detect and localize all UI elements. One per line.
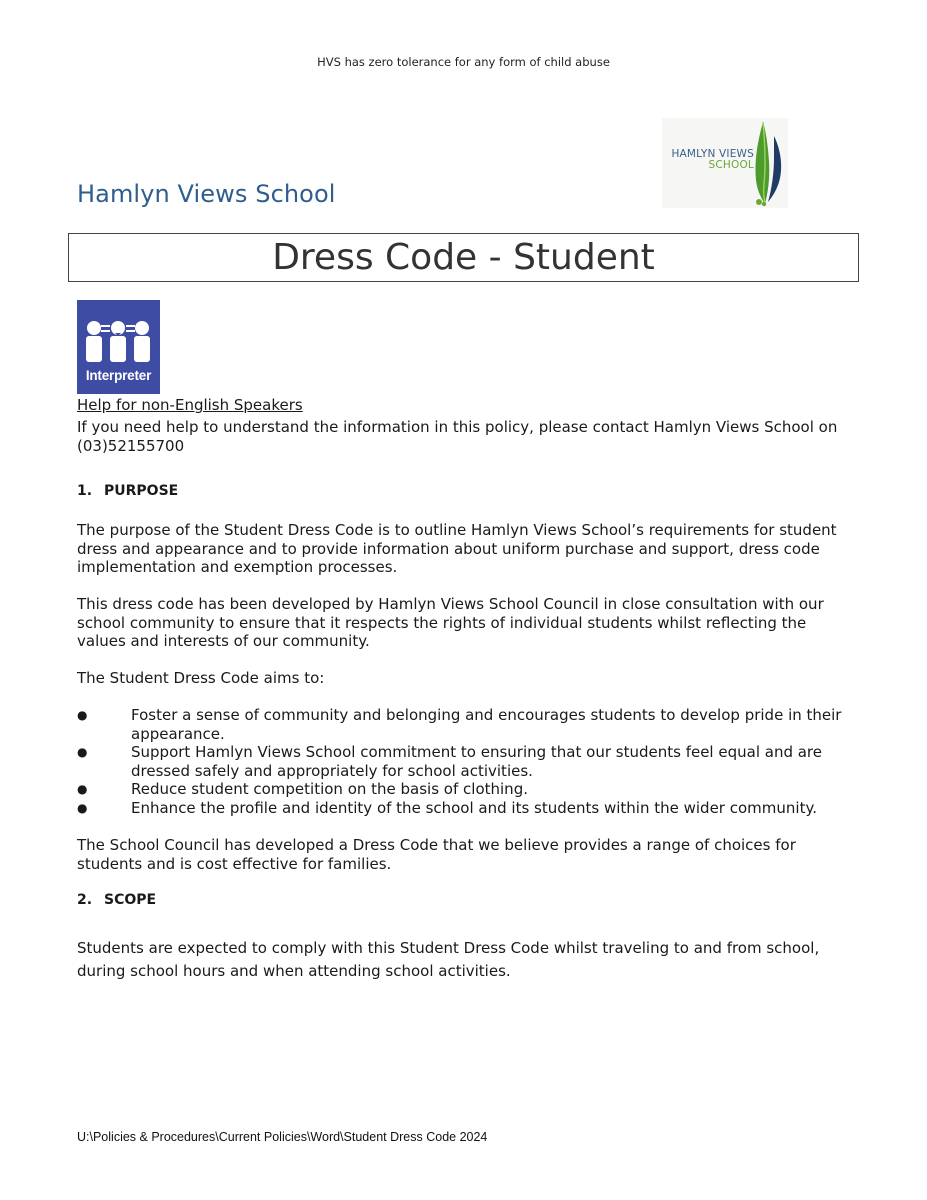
aims-list [77,706,867,817]
bullet-icon: ● [77,708,88,722]
list-item [77,799,867,818]
section-number: 2. [77,892,93,908]
purpose-paragraph-2: This dress code has been developed by Hamlyn Views School Council in close consultation with our school community to ensure that it respects the rights of individual students whilst reflecting the values and interests of our community. [77,595,824,650]
footer-file-path: U:\Policies & Procedures\Current Policies\Word\Student Dress Code 2024 [77,1130,488,1144]
section-scope-heading [77,892,156,908]
child-safety-notice: HVS has zero tolerance for any form of child abuse [317,55,610,69]
list-item-text: Foster a sense of community and belonging and encourages students to develop pride in their appearance. [131,706,842,743]
help-non-english-link[interactable]: Help for non-English Speakers [77,396,303,414]
logo-line-1: HAMLYN VIEWS [671,148,754,160]
section-title: PURPOSE [104,483,179,499]
purpose-closing: The School Council has developed a Dress Code that we believe provides a range of choices for students and is cost effective for families. [77,836,796,873]
section-title: SCOPE [104,892,157,908]
list-item [77,780,867,799]
list-item-text: Reduce student competition on the basis of clothing. [131,780,528,798]
bullet-icon: ● [77,782,88,796]
bullet-icon: ● [77,800,88,815]
school-name: Hamlyn Views School [77,180,336,208]
section-purpose-heading [77,483,178,499]
interpreter-label: Interpreter [85,368,152,383]
aims-intro: The Student Dress Code aims to: [77,669,325,687]
scope-paragraph: Students are expected to comply with this Student Dress Code whilst traveling to and from school, during school hours and when attending school activities. [77,939,820,980]
purpose-paragraph-1: The purpose of the Student Dress Code is to outline Hamlyn Views School’s requirements for student dress and appearance and to provide information about uniform purchase and support, dress code implementation and exemption processes. [77,521,837,576]
interpreter-badge [77,300,160,394]
leaf-logo-icon [662,118,788,208]
document-title: Dress Code - Student [68,233,859,282]
list-item-text: Support Hamlyn Views School commitment to ensuring that our students feel equal and are dressed safely and appropriately for school activities. [131,743,822,780]
school-logo [662,118,788,208]
list-item [77,706,867,743]
help-contact-text: If you need help to understand the information in this policy, please contact Hamlyn Views School on (03)52155700 [77,418,838,455]
section-number: 1. [77,483,93,499]
bullet-icon: ● [77,745,88,759]
list-item-text: Enhance the profile and identity of the school and its students within the wider community. [131,798,817,817]
list-item [77,743,867,780]
logo-line-2: SCHOOL [708,159,754,171]
